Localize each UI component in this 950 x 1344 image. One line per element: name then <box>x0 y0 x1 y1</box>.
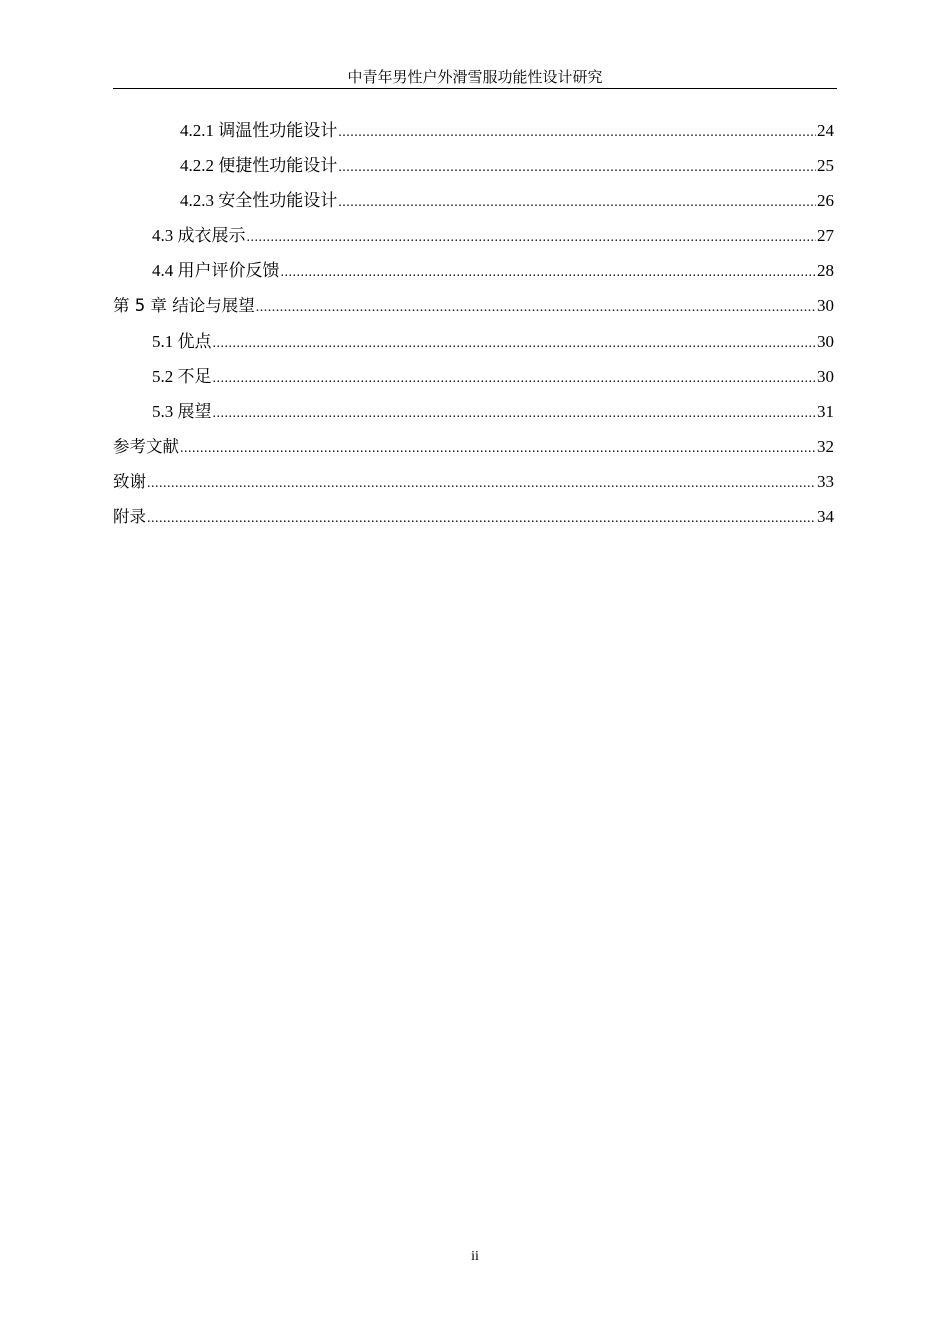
toc-entry-label: 5.1 优点 <box>152 331 212 351</box>
toc-entry-page: 31 <box>817 401 834 421</box>
toc-entry-page: 28 <box>817 261 834 281</box>
toc-entry[interactable] <box>113 329 834 364</box>
table-of-contents <box>113 118 834 539</box>
toc-entry-page: 26 <box>817 191 834 211</box>
toc-entry-page: 30 <box>817 331 834 351</box>
toc-entry-label: 4.2.1 调温性功能设计 <box>180 121 338 140</box>
toc-leader-dots <box>247 225 817 251</box>
toc-entry-chapter[interactable] <box>113 469 834 504</box>
toc-entry-label: 4.2.2 便捷性功能设计 <box>180 156 338 176</box>
toc-entry-page: 27 <box>817 226 834 246</box>
toc-entry-chapter[interactable] <box>113 504 834 539</box>
toc-leader-dots <box>256 295 816 321</box>
page-number: ii <box>471 1249 479 1264</box>
toc-entry-page: 30 <box>817 296 834 316</box>
toc-entry[interactable] <box>113 399 834 434</box>
toc-leader-dots <box>147 471 816 497</box>
toc-entry[interactable] <box>113 223 834 258</box>
toc-entry-label: 4.3 成衣展示 <box>152 226 246 246</box>
toc-entry[interactable] <box>113 258 834 293</box>
toc-leader-dots <box>213 331 817 357</box>
toc-entry-page: 32 <box>817 436 834 456</box>
toc-entry-chapter[interactable] <box>113 293 834 328</box>
toc-entry-page: 25 <box>817 156 834 176</box>
toc-entry-label: 5.3 展望 <box>152 401 212 421</box>
toc-entry-page: 30 <box>817 366 834 386</box>
toc-entry-label: 附录 <box>113 507 146 527</box>
toc-entry-page: 33 <box>817 471 834 491</box>
toc-entry-label: 第 5 章 结论与展望 <box>113 296 255 316</box>
toc-entry-page: 34 <box>817 507 834 527</box>
running-header: 中青年男性户外滑雪服功能性设计研究 <box>113 68 837 89</box>
toc-leader-dots <box>338 190 816 216</box>
toc-leader-dots <box>213 366 817 392</box>
toc-leader-dots <box>338 155 816 181</box>
toc-entry[interactable] <box>113 188 834 223</box>
toc-leader-dots <box>147 506 816 532</box>
toc-entry-chapter[interactable] <box>113 434 834 469</box>
toc-leader-dots <box>281 260 817 286</box>
toc-leader-dots <box>180 436 816 462</box>
toc-entry[interactable] <box>113 364 834 399</box>
toc-entry[interactable] <box>113 118 834 153</box>
toc-leader-dots <box>213 401 817 427</box>
toc-entry-label: 参考文献 <box>113 436 179 456</box>
toc-entry-label: 4.2.3 安全性功能设计 <box>180 191 338 211</box>
toc-entry-page: 24 <box>817 121 834 140</box>
toc-leader-dots <box>338 120 816 146</box>
toc-entry-label: 5.2 不足 <box>152 366 212 386</box>
toc-entry-label: 致谢 <box>113 471 146 491</box>
toc-entry[interactable] <box>113 153 834 188</box>
toc-entry-label: 4.4 用户评价反馈 <box>152 261 280 281</box>
